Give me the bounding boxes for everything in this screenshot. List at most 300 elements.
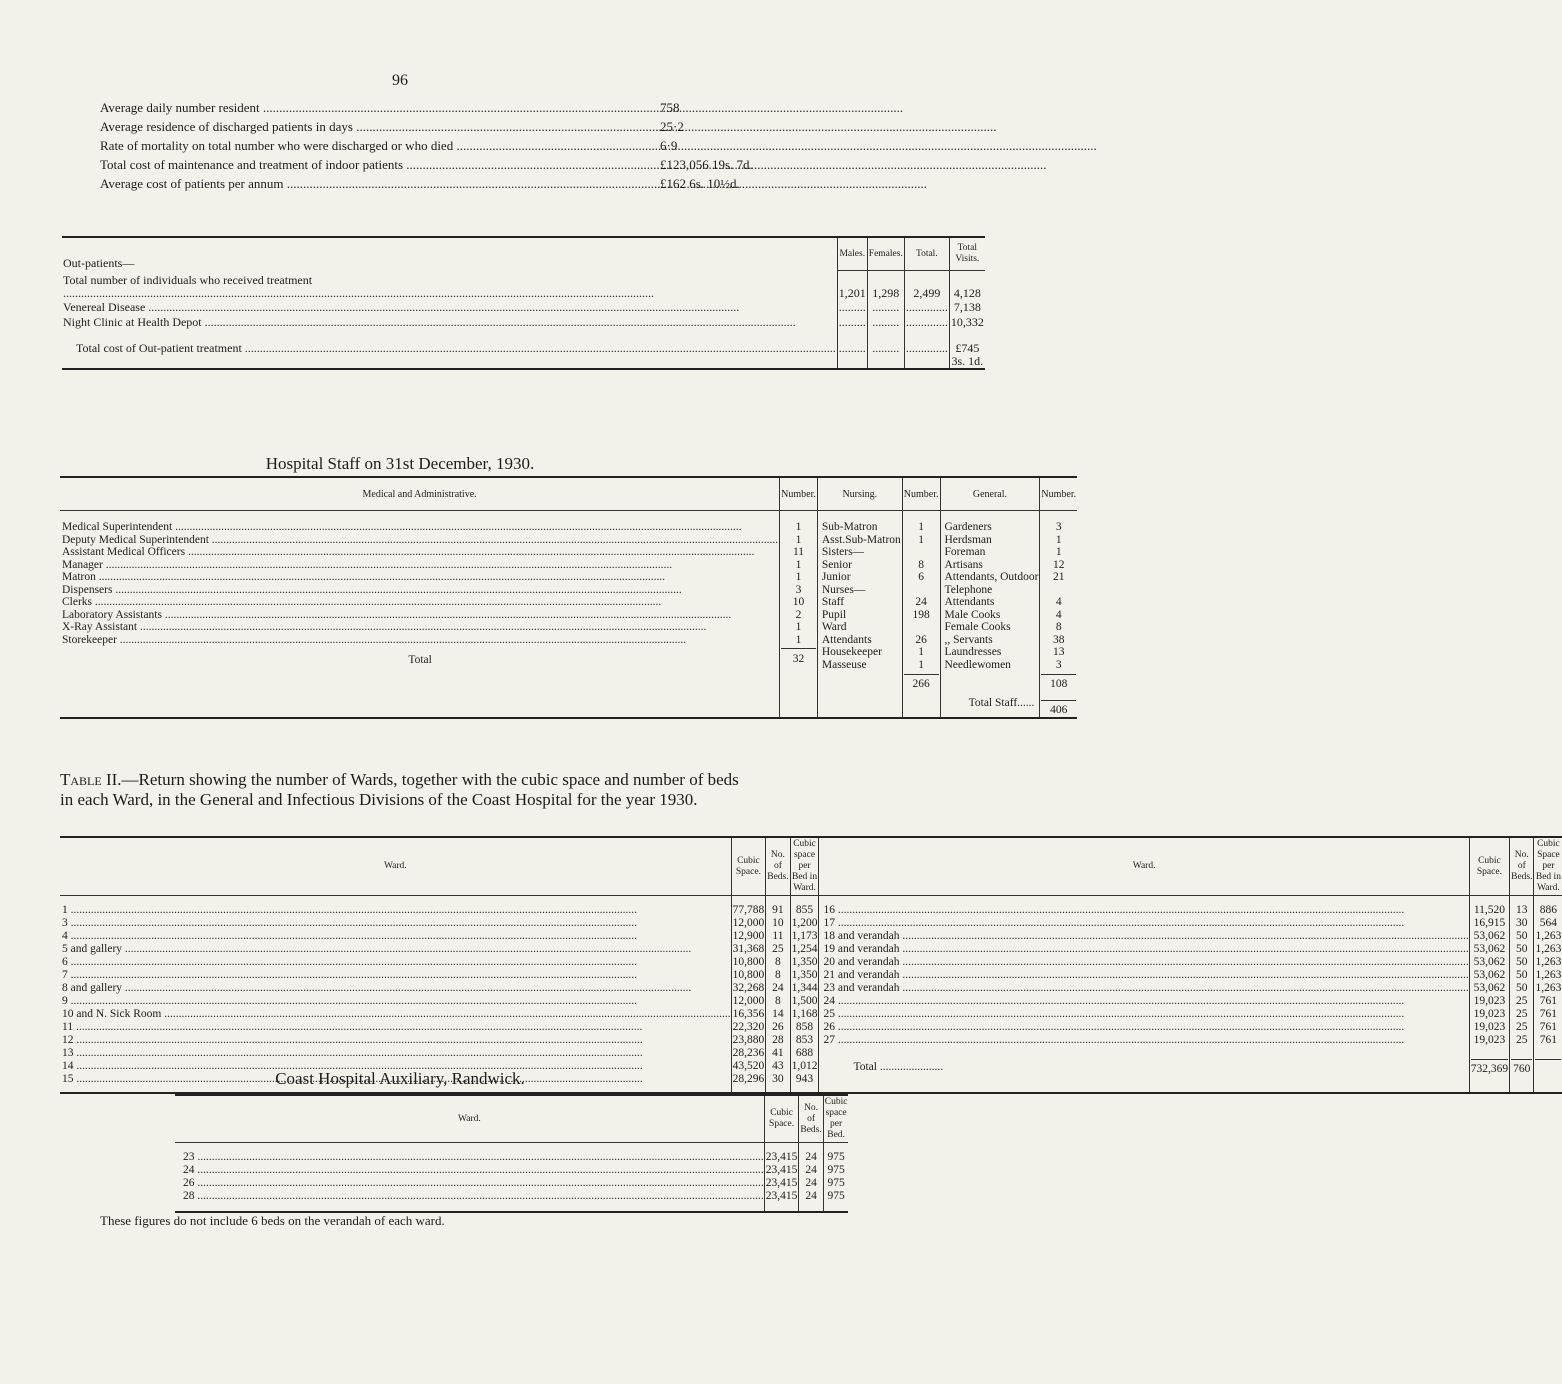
general-staff-label [945,546,1039,559]
ward-beds-text: 28 [772,1034,784,1046]
ward-beds [767,956,788,969]
ward-cubic-space-text: 28,296 [732,1073,765,1085]
nursing-staff-label [822,634,901,647]
nursing-staff-label [822,596,901,609]
ward-beds [1511,904,1532,917]
medical-staff-label [62,571,778,584]
nursing-staff-label [822,571,901,584]
general-staff-label [945,621,1039,634]
outpatients-total: 2,499 [904,273,949,300]
ward-name-text: 6 [62,956,68,968]
medical-staff-number [781,521,816,534]
ward-space-per-bed-text: 1,200 [791,917,818,929]
aux-space-per-bed-text: 975 [827,1164,845,1176]
ward-cubic-space [1471,943,1508,956]
medical-staff-number [781,584,816,597]
ward-cubic-space-text: 16,915 [1473,917,1506,929]
ward-cubic-space [733,995,765,1008]
summary-row [100,100,740,119]
ward-name [823,1008,1468,1021]
aux-cubic-space [766,1190,798,1203]
general-staff-label-text: Needlewomen [944,658,1011,671]
summary-label [100,176,660,192]
ward-beds-text: 91 [772,904,784,916]
header-males: Males. [837,237,867,271]
nursing-staff-label [822,584,901,597]
ward-space-per-bed [792,995,818,1008]
medical-staff-number [781,546,816,559]
summary-row [100,119,740,138]
general-staff-number [1041,659,1076,672]
medical-staff-label-text: Clerks [62,596,93,608]
ward-space-per-bed-text: 1,263 [1535,943,1562,955]
header-nursing: Nursing. [817,477,902,511]
nursing-staff-number [904,559,939,572]
header-beds: No. of Beds. [799,1095,823,1143]
nursing-staff-label-text: Pupil [821,608,847,621]
medical-staff-number-text: 1 [795,571,802,583]
medical-staff-label-text: Matron [62,571,96,583]
ward-beds-text: 25 [1516,995,1528,1007]
aux-ward-name [183,1164,764,1177]
medical-staff-number-text: 3 [795,583,802,596]
ward-name [62,982,731,995]
ward-cubic-space [733,982,765,995]
ward-beds-text: 8 [775,956,781,968]
aux-space-per-bed-text: 975 [827,1177,845,1189]
ward-cubic-space-text: 19,023 [1473,1021,1506,1033]
ward-cubic-space-text: 12,000 [732,917,765,929]
ward-space-per-bed-text: 1,012 [791,1060,818,1072]
ward-cubic-space-text: 77,788 [732,904,765,916]
ward-space-per-bed [792,1034,818,1047]
ward-cubic-space-text: 31,368 [732,943,765,955]
ward-beds-text: 30 [772,1073,784,1085]
medical-staff-label-text: Storekeeper [62,633,117,646]
aux-beds [800,1177,821,1190]
general-staff-number-text: 4 [1055,608,1062,621]
medical-staff-number [781,571,816,584]
ward-beds-text: 14 [772,1008,784,1020]
ward-name-text: 21 and verandah [823,969,900,981]
ward-beds [767,1034,788,1047]
ward-name-text: 11 [62,1021,74,1033]
nursing-staff-number-text: 1 [918,521,925,533]
medical-staff-number-text: 1 [795,633,802,646]
ward-space-per-bed-text: 1,263 [1535,969,1562,981]
outpatients-row-label: Venereal Disease [63,300,146,314]
ward-beds-text: 10 [772,917,784,929]
ward-beds [767,1008,788,1021]
ward-space-per-bed-text: 1,344 [791,982,818,994]
summary-label [100,157,660,173]
table2-title [60,770,750,810]
ward-beds [1511,943,1532,956]
aux-ward-name-text: 23 [183,1151,195,1163]
ward-beds [767,930,788,943]
header-number: Number. [1040,477,1077,511]
ward-beds-text: 24 [772,982,784,994]
ward-cubic-space-text: 53,062 [1473,956,1506,968]
ward-space-per-bed-text: 688 [795,1047,814,1059]
ward-name [823,930,1468,943]
ward-space-per-bed-text: 761 [1539,1034,1558,1046]
general-staff-number [1041,559,1076,572]
wards-total-space: 732,369 [1471,1059,1508,1076]
ward-beds [1511,956,1532,969]
header-cubic-space: Cubic Space. [764,1095,799,1143]
medical-staff-number [781,534,816,547]
ward-cubic-space-text: 10,800 [732,969,765,981]
header-number: Number. [780,477,818,511]
general-staff-label [945,571,1039,584]
ward-beds-text: 50 [1516,956,1528,968]
header-per-bed: Cubic space per Bed. [823,1095,848,1143]
aux-space-per-bed [825,1177,848,1190]
nursing-staff-label-text: Staff [821,596,845,608]
ward-beds-text: 50 [1516,930,1528,942]
summary-value: £162 6s. 10½d. [660,176,740,191]
general-staff-label [945,634,1039,647]
ward-name-text: 27 [823,1034,835,1046]
general-staff-number [1041,584,1076,597]
nursing-staff-number-text: 8 [918,558,925,571]
ward-space-per-bed [792,1047,818,1060]
ward-name-text: 19 and verandah [823,943,900,955]
nursing-staff-number-text: 24 [915,596,927,608]
ward-cubic-space [1471,982,1508,995]
medical-total-label: Total [408,654,432,666]
ward-space-per-bed-text: 1,350 [791,956,818,968]
general-staff-label [945,646,1039,659]
medical-staff-label-text: X-Ray Assistant [62,621,138,633]
general-staff-label [945,609,1039,622]
total-staff-label: Total Staff [968,697,1018,709]
ward-space-per-bed-text: 761 [1539,1008,1558,1020]
ward-beds [767,943,788,956]
ward-beds [767,969,788,982]
general-staff-number-text: 8 [1055,621,1062,633]
nursing-staff-label-text: Nurses— [821,583,866,596]
header-ward: Ward. [60,837,731,896]
ward-cubic-space [733,956,765,969]
ward-name [62,917,731,930]
nursing-staff-label-text: Sub-Matron [821,521,878,533]
ward-cubic-space [1471,917,1508,930]
ward-beds [1511,1034,1532,1047]
aux-ward-name-text: 26 [183,1177,195,1189]
ward-beds-text: 8 [775,995,781,1007]
ward-name [62,943,731,956]
ward-name-text: 23 and verandah [823,982,900,994]
ward-name [62,969,731,982]
summary-row [100,157,753,176]
nursing-staff-number-text: 198 [912,608,930,621]
nursing-staff-number-text: 26 [915,633,927,646]
nursing-staff-label [822,609,901,622]
ward-cubic-space [1471,904,1508,917]
medical-staff-label-text: Laboratory Assistants [62,608,162,621]
ward-name-text: 5 and gallery [62,943,123,955]
general-staff-number [1041,534,1076,547]
general-staff-number [1041,571,1076,584]
medical-staff-label [62,634,778,647]
ward-space-per-bed [792,904,818,917]
ward-cubic-space-text: 53,062 [1473,982,1506,994]
ward-cubic-space [1471,969,1508,982]
ward-name-text: 26 [823,1021,835,1033]
ward-space-per-bed [1535,1034,1561,1047]
general-staff-number [1041,521,1076,534]
aux-ward-name [183,1190,764,1203]
aux-space-per-bed-text: 975 [827,1151,845,1163]
header-cubic-space: Cubic Space. [731,837,766,896]
ward-space-per-bed-text: 1,263 [1535,956,1562,968]
outpatients-males: 1,201 [837,273,867,300]
aux-space-per-bed [825,1190,848,1203]
general-staff-number-text: 3 [1055,658,1062,671]
ward-space-per-bed-text: 1,263 [1535,982,1562,994]
medical-staff-number [781,596,816,609]
header-number: Number. [902,477,940,511]
aux-ward-name-text: 24 [183,1164,195,1176]
ward-name [823,917,1468,930]
ward-space-per-bed [792,956,818,969]
wards-total-beds: 760 [1511,1059,1532,1076]
ward-cubic-space-text: 32,268 [732,982,765,994]
general-staff-number-text: 3 [1055,521,1062,533]
ward-cubic-space [733,1034,765,1047]
ward-beds-text: 50 [1516,982,1528,994]
ward-cubic-space-text: 16,356 [732,1008,765,1020]
ward-beds-text: 25 [1516,1021,1528,1033]
general-staff-number-text: 1 [1055,533,1062,546]
ward-name-text: 20 and verandah [823,956,900,968]
ward-beds-text: 41 [772,1047,784,1059]
nursing-staff-label-text: Sisters— [821,546,865,558]
ward-space-per-bed [1535,930,1561,943]
general-staff-number [1041,634,1076,647]
header-females: Females. [867,237,904,271]
nursing-staff-label [822,646,901,659]
nursing-staff-number [904,596,939,609]
aux-beds [800,1164,821,1177]
ward-space-per-bed [1535,904,1561,917]
ward-name-text: 13 [62,1047,74,1059]
header-ward: Ward. [175,1095,764,1143]
ward-cubic-space [1471,1008,1508,1021]
table2-title-rest: —Return showing the number of Wards, together with the cubic space and number of beds in each Ward, in the General and Infectious Divisions of the Coast Hospital for the year 1930. [60,770,739,809]
auxiliary-title: Coast Hospital Auxiliary, Randwick. [275,1069,525,1088]
general-staff-number [1041,646,1076,659]
nursing-staff-label-text: Attendants [821,633,872,646]
ward-space-per-bed [1535,969,1561,982]
medical-staff-number [781,559,816,572]
staff-table: Medical and Administrative. Number. Nursing. Number. General. Number. Medical Superintendent ..... Deputy Medical Superintendent ..... Assistant Medical Officers ..... Manager ..... Matron ..... Dispensers ..... Clerks ..... Laboratory Assistants ..... X-Ray Assistant ..... Storekeeper ..... Total 1 1 11 1 1 3 10 2 1 1 32 Sub-Matron Asst.Sub-Matron Sisters— Senior Junior Nurses— Staff Pupil Ward Attendants Housekeeper Masseuse 1 1 8 6 24 198 26 1 1 266 Gardeners Herdsman Foreman Artisans Attendants, Outdoor Telephone Attendants Male Cooks Female Cooks ,, Servants Laundresses Needlewomen Total Staff...... 3 1 1 12 21 4 4 8 38 13 3 108 406 [60,476,750,719]
ward-cubic-space-text: 28,236 [732,1047,765,1059]
medical-staff-label [62,534,778,547]
aux-beds [800,1190,821,1203]
ward-cubic-space [733,930,765,943]
ward-name [62,1034,731,1047]
summary-row [100,138,740,157]
summary-value: 6·9 [660,138,678,153]
ward-cubic-space-text: 53,062 [1473,930,1506,942]
medical-staff-label [62,559,778,572]
aux-space-per-bed [825,1151,848,1164]
medical-staff-label [62,609,778,622]
general-staff-label-text: Female Cooks [944,621,1011,633]
ward-beds-text: 30 [1516,917,1528,929]
general-staff-label [945,559,1039,572]
header-per-bed: Cubic Space per Bed in Ward. [1534,837,1562,896]
ward-space-per-bed [792,982,818,995]
medical-staff-number-text: 1 [795,521,802,533]
ward-cubic-space-text: 19,023 [1473,1034,1506,1046]
table2-title-prefix: Table II. [60,770,122,789]
summary-label-text: Total cost of maintenance and treatment of indoor patients [100,157,404,172]
ward-space-per-bed-text: 761 [1539,995,1558,1007]
ward-space-per-bed-text: 564 [1539,917,1558,929]
nursing-staff-number [904,521,939,534]
nursing-total: 266 [904,674,939,691]
staff-title: Hospital Staff on 31st December, 1930. [265,454,535,473]
medical-staff-label [62,584,778,597]
ward-cubic-space [733,1047,765,1060]
medical-staff-number-text: 10 [792,596,805,608]
ward-name [62,930,731,943]
ward-name-text: 15 [62,1073,74,1085]
summary-value: 758 [660,100,680,115]
nursing-staff-label-text: Senior [821,558,852,571]
ward-cubic-space-text: 53,062 [1473,969,1506,981]
summary-label-text: Average residence of discharged patients in days [100,119,353,134]
ward-space-per-bed-text: 1,500 [791,995,818,1007]
aux-cubic-space-text: 23,415 [765,1190,798,1202]
aux-beds-text: 24 [805,1190,817,1202]
summary-label-text: Average cost of patients per annum [100,176,284,191]
outpatients-females: 1,298 [867,273,904,300]
nursing-staff-label [822,559,901,572]
ward-name-text: 14 [62,1060,74,1072]
ward-space-per-bed [792,943,818,956]
nursing-staff-number [904,571,939,584]
header-beds: No. of Beds. [1510,837,1534,896]
ward-beds [1511,930,1532,943]
general-staff-number-text: 38 [1053,633,1065,646]
summary-label [100,119,660,135]
ward-space-per-bed-text: 855 [795,904,814,916]
aux-cubic-space-text: 23,415 [765,1177,798,1189]
ward-space-per-bed-text: 853 [795,1034,814,1046]
general-staff-label [945,659,1039,672]
ward-space-per-bed-text: 943 [795,1073,814,1085]
ward-beds-text: 8 [775,969,781,981]
nursing-staff-label [822,546,901,559]
ward-name [823,943,1468,956]
medical-staff-label-text: Deputy Medical Superintendent [62,533,209,546]
total-staff: 406 [1041,700,1076,717]
nursing-staff-label-text: Asst.Sub-Matron [821,533,901,546]
ward-name [823,904,1468,917]
general-staff-label [945,596,1039,609]
ward-space-per-bed [792,917,818,930]
outpatients-table: Males. Females. Total. Total Visits. Out-patients— Total number of individuals who received treatment ..... 1,201 1,298 2,499 4,128 Venereal Disease ..... ......... ......... .............. 7,138 Night Clinic at Health Depot ..... ......... ......... .............. 10,332 Total cost of Out-patient treatment ..... ......... ......... .............. £745 3s. 1d. [62,236,752,370]
ward-name [823,1021,1468,1034]
aux-cubic-space [766,1177,798,1190]
aux-ward-name [183,1151,764,1164]
general-total: 108 [1041,674,1076,691]
ward-space-per-bed [1535,982,1561,995]
ward-cubic-space [1471,995,1508,1008]
ward-name-text: 3 [62,917,68,929]
nursing-staff-label [822,621,901,634]
ward-space-per-bed-text: 1,350 [791,969,818,981]
summary-label-text: Average daily number resident [100,100,260,115]
medical-staff-label-text: Manager [62,558,103,571]
general-staff-label [945,534,1039,547]
nursing-staff-label-text: Junior [821,571,851,583]
ward-cubic-space-text: 19,023 [1473,995,1506,1007]
ward-space-per-bed [792,1008,818,1021]
nursing-staff-number [904,621,939,634]
general-staff-label-text: Foreman [944,546,986,558]
ward-space-per-bed [1535,995,1561,1008]
nursing-staff-number [904,609,939,622]
ward-name-text: 9 [62,995,68,1007]
ward-space-per-bed [1535,956,1561,969]
page-number: 96 [392,72,408,89]
aux-cubic-space-text: 23,415 [765,1151,798,1163]
ward-name-text: 7 [62,969,68,981]
ward-name [62,1021,731,1034]
medical-staff-label-text: Assistant Medical Officers [62,546,186,558]
nursing-staff-number [904,584,939,597]
header-medical: Medical and Administrative. [60,477,780,511]
outpatients-visits: 7,138 [949,300,985,315]
outpatients-cost-value: £745 3s. 1d. [949,341,985,369]
ward-space-per-bed-text: 886 [1539,904,1558,916]
aux-ward-name-text: 28 [183,1190,195,1202]
ward-space-per-bed [1535,917,1561,930]
ward-name [62,956,731,969]
nursing-staff-label-text: Masseuse [821,658,867,671]
summary-label [100,100,660,116]
general-staff-label-text: Gardeners [944,521,992,533]
medical-staff-number-text: 1 [795,621,802,633]
ward-name [62,1008,731,1021]
ward-beds [767,1047,788,1060]
ward-cubic-space [1471,1034,1508,1047]
ward-cubic-space [733,1021,765,1034]
medical-staff-number-text: 2 [795,608,802,621]
ward-name-text: 18 and verandah [823,930,900,942]
general-staff-number [1041,609,1076,622]
medical-staff-label [62,596,778,609]
nursing-staff-label-text: Ward [821,621,847,633]
general-staff-label [945,584,1039,597]
ward-beds-text: 50 [1516,969,1528,981]
general-staff-number [1041,546,1076,559]
ward-space-per-bed-text: 761 [1539,1021,1558,1033]
ward-beds-text: 25 [1516,1008,1528,1020]
medical-total: 32 [792,653,805,665]
ward-space-per-bed-text: 1,168 [791,1008,818,1020]
nursing-staff-number [904,659,939,672]
ward-beds [767,995,788,1008]
ward-name [823,1034,1468,1047]
outpatients-row-label: Total number of individuals who received treatment [63,273,313,287]
